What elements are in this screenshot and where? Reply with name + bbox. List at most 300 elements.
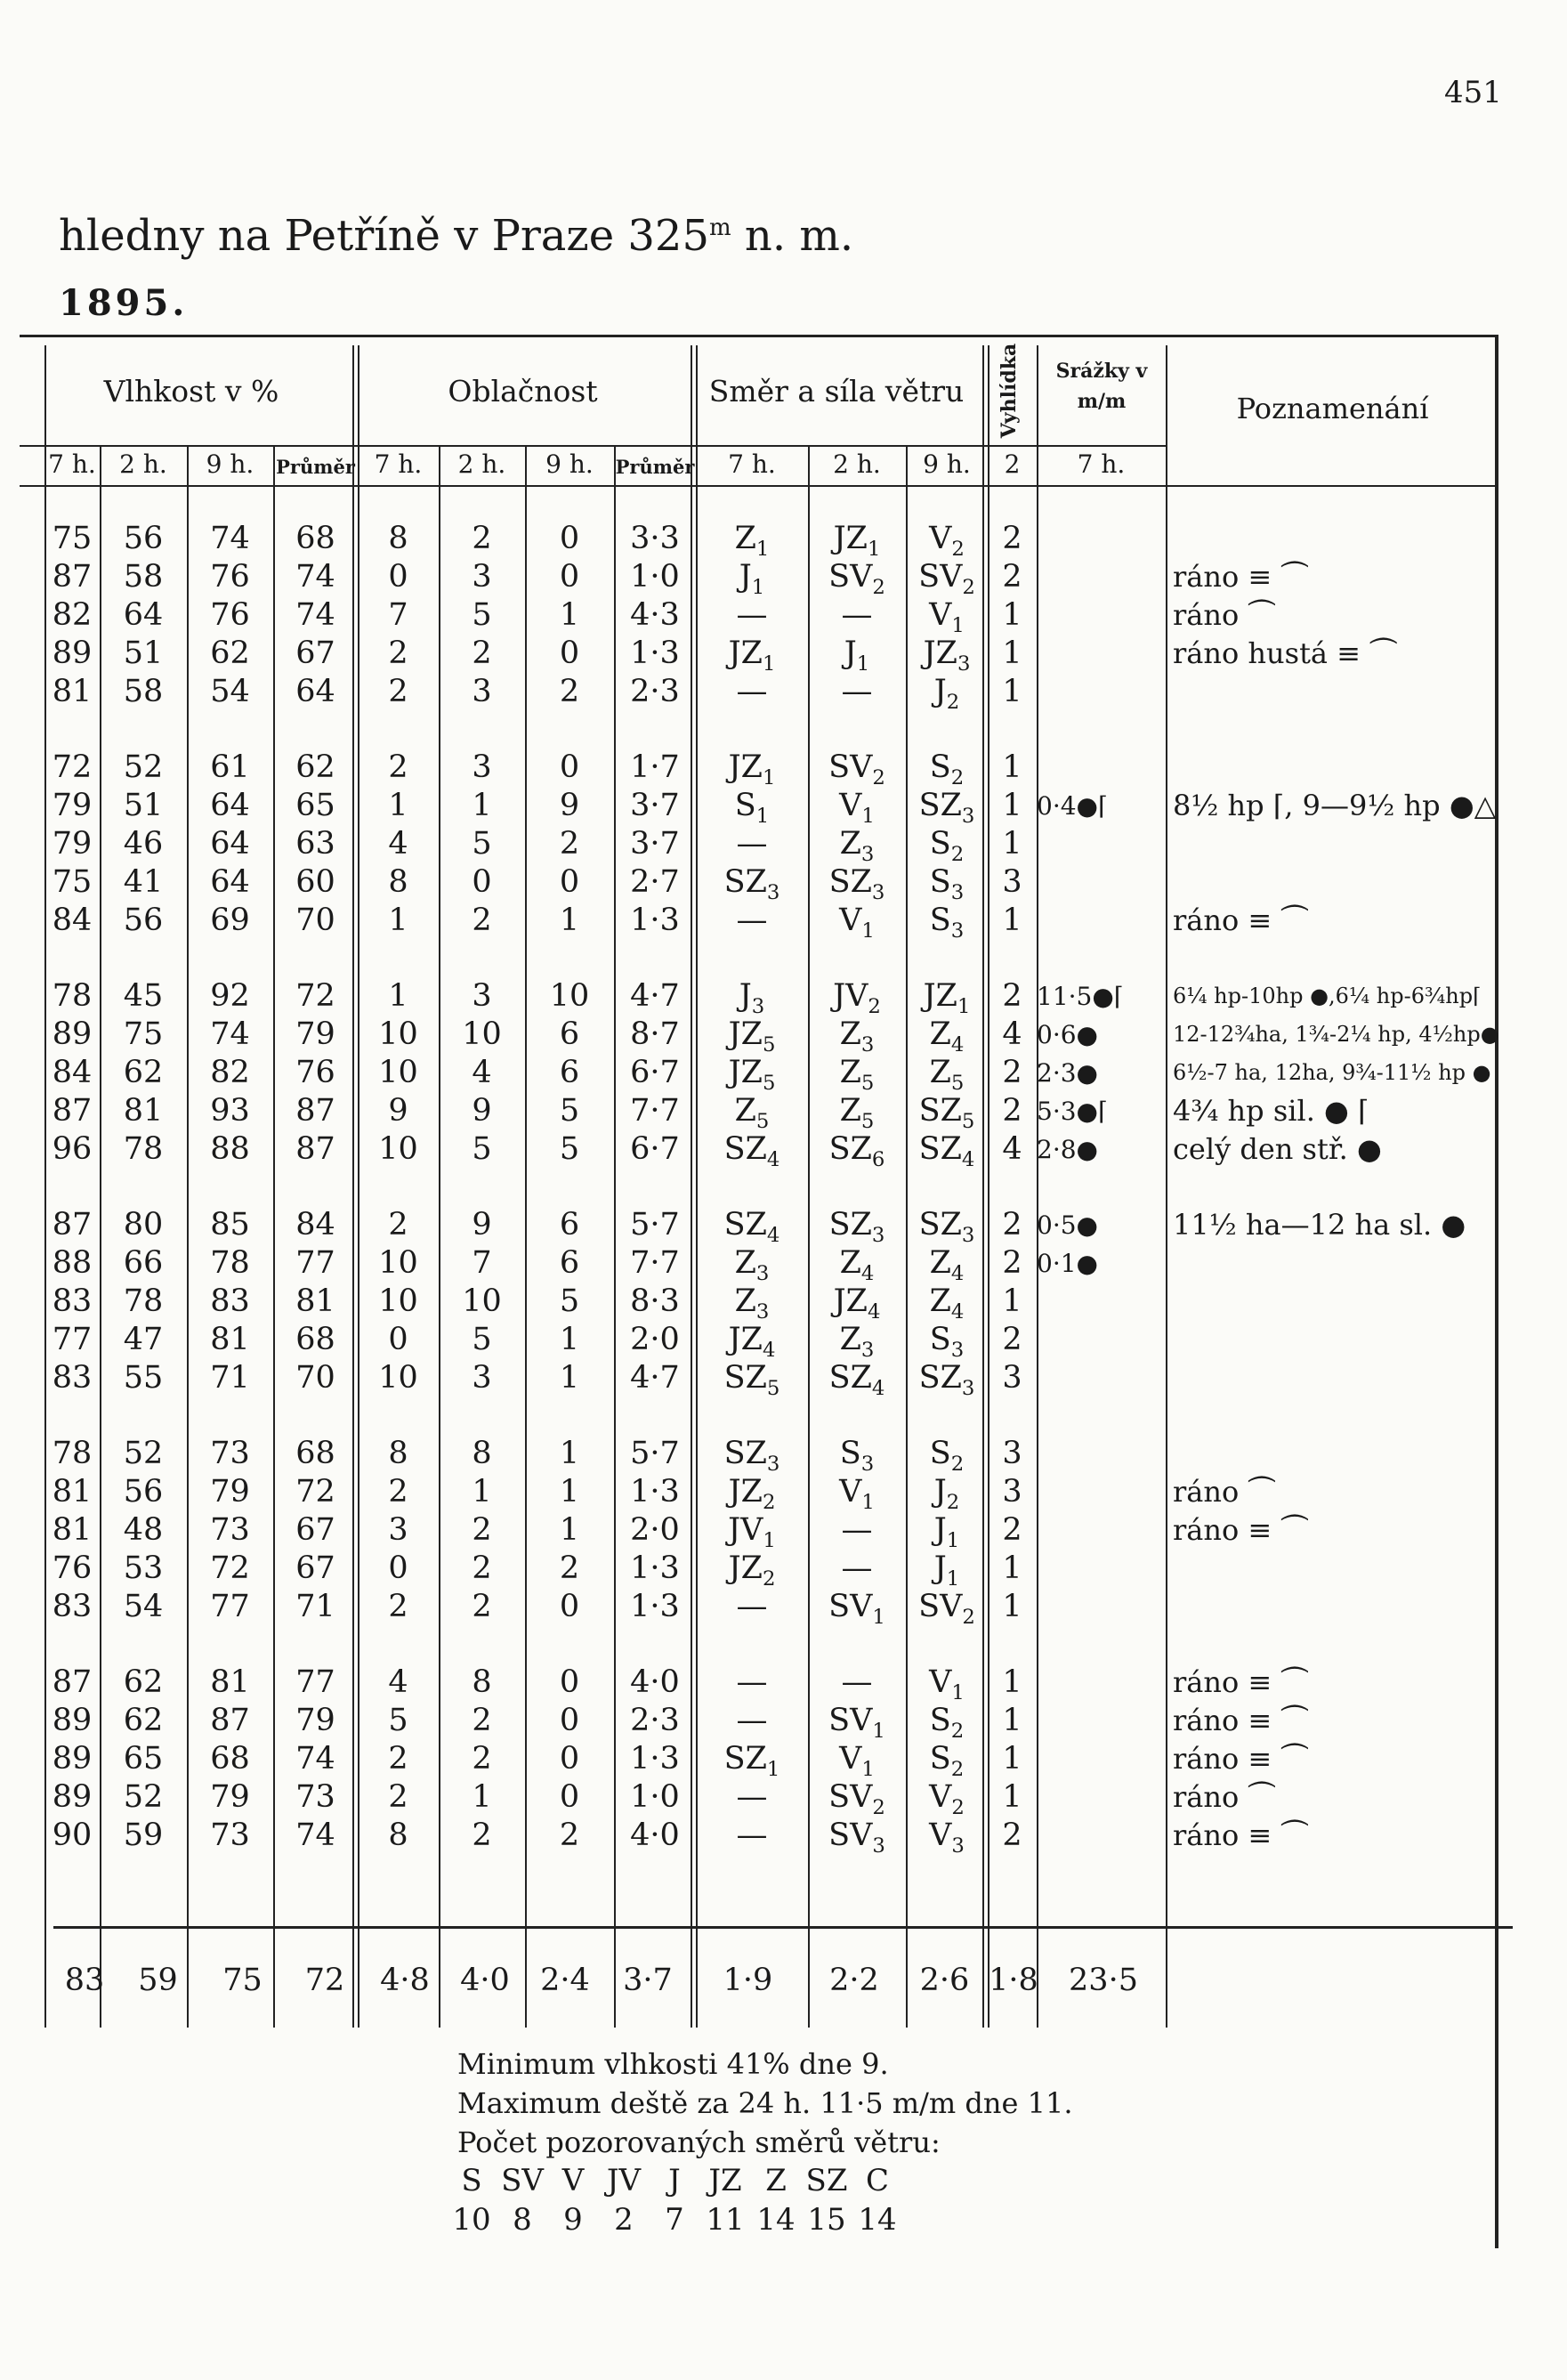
wind-cell: $Z_5$ bbox=[734, 1093, 770, 1133]
wind-cell: $J_2$ bbox=[933, 1474, 960, 1514]
value-cell: 58 bbox=[123, 559, 164, 595]
summary-cell: 4·8 bbox=[380, 1963, 430, 1998]
value-cell: 66 bbox=[123, 1245, 164, 1281]
value-cell: 1·3 bbox=[630, 1741, 680, 1777]
wind-cell: $JZ_2$ bbox=[728, 1550, 776, 1591]
value-cell: 1 bbox=[1002, 1550, 1022, 1586]
wind-cell: — bbox=[736, 1589, 768, 1624]
sub-header: 9 h. bbox=[206, 449, 254, 479]
value-cell: 2 bbox=[388, 1474, 408, 1510]
value-cell: 0 bbox=[559, 749, 580, 785]
value-cell: 3·7 bbox=[630, 788, 680, 823]
value-cell: 5 bbox=[559, 1093, 580, 1129]
value-cell: 88 bbox=[52, 1245, 93, 1281]
value-cell: 1·7 bbox=[630, 749, 680, 785]
value-cell: 0 bbox=[559, 1589, 580, 1624]
note-cell: 11½ ha—12 ha sl. ● bbox=[1173, 1208, 1466, 1242]
page-number: 451 bbox=[1444, 75, 1502, 110]
value-cell: 85 bbox=[210, 1207, 250, 1243]
value-cell: 64 bbox=[123, 597, 164, 633]
wind-cell: $SZ_3$ bbox=[723, 1436, 780, 1476]
value-cell: 1 bbox=[1002, 1283, 1022, 1319]
sub-header: 2 bbox=[1004, 449, 1021, 479]
direction-label: J bbox=[668, 2163, 681, 2198]
value-cell: 2·0 bbox=[630, 1322, 680, 1357]
value-cell: 2·7 bbox=[630, 864, 680, 900]
note-cell: 4¾ hp sil. ● ⌈ bbox=[1173, 1094, 1369, 1128]
wind-cell: $Z_4$ bbox=[929, 1283, 965, 1324]
note-cell: ráno ≡ ⏜ bbox=[1173, 1818, 1309, 1852]
wind-cell: — bbox=[736, 1664, 768, 1700]
wind-cell: $S_1$ bbox=[734, 788, 770, 828]
value-cell: 70 bbox=[295, 1360, 335, 1396]
wind-cell: $V_1$ bbox=[929, 1664, 965, 1704]
wind-cell: $SV_2$ bbox=[918, 559, 975, 599]
value-cell: 56 bbox=[123, 521, 164, 556]
header-notes: Poznamenání bbox=[1236, 392, 1429, 425]
value-cell: 2 bbox=[1002, 1207, 1022, 1243]
summary-cell: 1·9 bbox=[723, 1963, 773, 1998]
sub-header: 7 h. bbox=[728, 449, 776, 479]
wind-cell: $JZ_1$ bbox=[833, 521, 881, 561]
wind-cell: $Z_5$ bbox=[839, 1093, 875, 1133]
wind-cell: $SZ_1$ bbox=[723, 1741, 780, 1781]
value-cell: 87 bbox=[210, 1703, 250, 1738]
value-cell: 1·0 bbox=[630, 559, 680, 595]
value-cell: 9 bbox=[388, 1093, 408, 1129]
value-cell: 5 bbox=[559, 1283, 580, 1319]
note-cell: ráno ≡ ⏜ bbox=[1173, 560, 1309, 594]
wind-cell: $J_2$ bbox=[933, 674, 960, 714]
wind-cell: $SV_2$ bbox=[918, 1589, 975, 1629]
wind-cell: — bbox=[841, 1664, 873, 1700]
wind-cell: $J_1$ bbox=[739, 559, 765, 599]
value-cell: 7 bbox=[388, 597, 408, 633]
value-cell: 1 bbox=[388, 903, 408, 938]
value-cell: 52 bbox=[123, 1436, 164, 1471]
sub-header: 2 h. bbox=[119, 449, 167, 479]
summary-cell: 59 bbox=[138, 1963, 178, 1998]
value-cell: 90 bbox=[52, 1817, 93, 1853]
value-cell: 0 bbox=[559, 521, 580, 556]
value-cell: 79 bbox=[52, 826, 93, 862]
wind-cell: $JZ_5$ bbox=[728, 1055, 776, 1095]
value-cell: 8 bbox=[472, 1664, 492, 1700]
value-cell: 2·3● bbox=[1037, 1058, 1098, 1088]
value-cell: 2 bbox=[388, 1741, 408, 1777]
value-cell: 82 bbox=[52, 597, 93, 633]
value-cell: 63 bbox=[295, 826, 335, 862]
value-cell: 74 bbox=[295, 597, 335, 633]
note-cell: ráno ⏜ bbox=[1173, 1475, 1276, 1509]
value-cell: 2 bbox=[1002, 1093, 1022, 1129]
summary-cell: 1·8 bbox=[989, 1963, 1038, 1998]
value-cell: 1 bbox=[1002, 635, 1022, 671]
value-cell: 80 bbox=[123, 1207, 164, 1243]
value-cell: 96 bbox=[52, 1131, 93, 1167]
value-cell: 59 bbox=[123, 1817, 164, 1853]
header-bottom-rule bbox=[20, 485, 1497, 487]
value-cell: 41 bbox=[123, 864, 164, 900]
value-cell: 3 bbox=[1002, 1360, 1022, 1396]
value-cell: 51 bbox=[123, 788, 164, 823]
wind-cell: $SV_2$ bbox=[828, 559, 885, 599]
value-cell: 4·7 bbox=[630, 1360, 680, 1396]
wind-cell: $S_2$ bbox=[929, 749, 965, 789]
value-cell: 10 bbox=[378, 1055, 418, 1090]
value-cell: 2 bbox=[1002, 1512, 1022, 1548]
wind-cell: $Z_3$ bbox=[839, 1322, 875, 1362]
value-cell: 4 bbox=[1002, 1131, 1022, 1167]
wind-cell: $Z_4$ bbox=[839, 1245, 875, 1285]
value-cell: 4·0 bbox=[630, 1817, 680, 1853]
value-cell: 1 bbox=[1002, 826, 1022, 862]
value-cell: 0 bbox=[559, 1779, 580, 1815]
value-cell: 6 bbox=[559, 1245, 580, 1281]
value-cell: 81 bbox=[52, 674, 93, 709]
value-cell: 4 bbox=[472, 1055, 492, 1090]
right-border bbox=[1495, 335, 1498, 2248]
sub-header: 7 h. bbox=[374, 449, 423, 479]
value-cell: 2 bbox=[559, 1550, 580, 1586]
summary-cell: 75 bbox=[222, 1963, 263, 1998]
value-cell: 2 bbox=[559, 1817, 580, 1853]
value-cell: 1 bbox=[1002, 1779, 1022, 1815]
value-cell: 73 bbox=[210, 1436, 250, 1471]
title-unit: m bbox=[709, 215, 731, 241]
value-cell: 3 bbox=[472, 559, 492, 595]
value-cell: 84 bbox=[52, 1055, 93, 1090]
value-cell: 0 bbox=[388, 559, 408, 595]
wind-cell: $S_3$ bbox=[929, 864, 965, 904]
value-cell: 0 bbox=[559, 1664, 580, 1700]
value-cell: 10 bbox=[378, 1016, 418, 1052]
page-title bbox=[59, 211, 853, 261]
value-cell: 2 bbox=[1002, 1245, 1022, 1281]
value-cell: 10 bbox=[378, 1131, 418, 1167]
value-cell: 74 bbox=[210, 521, 250, 556]
value-cell: 10 bbox=[462, 1016, 502, 1052]
value-cell: 78 bbox=[123, 1131, 164, 1167]
value-cell: 1 bbox=[388, 978, 408, 1014]
footer-min-humidity: Minimum vlhkosti 41% dne 9. bbox=[457, 2047, 889, 2081]
value-cell: 54 bbox=[210, 674, 250, 709]
value-cell: 51 bbox=[123, 635, 164, 671]
value-cell: 1 bbox=[1002, 1703, 1022, 1738]
value-cell: 87 bbox=[295, 1131, 335, 1167]
direction-count: 11 bbox=[706, 2202, 745, 2238]
wind-cell: $V_2$ bbox=[929, 1779, 965, 1819]
value-cell: 67 bbox=[295, 635, 335, 671]
wind-cell: $Z_3$ bbox=[734, 1245, 770, 1285]
value-cell: 1 bbox=[472, 1779, 492, 1815]
wind-cell: $S_3$ bbox=[839, 1436, 875, 1476]
wind-cell: $V_1$ bbox=[929, 597, 965, 637]
value-cell: 84 bbox=[52, 903, 93, 938]
wind-cell: $SZ_4$ bbox=[723, 1131, 780, 1171]
value-cell: 2 bbox=[1002, 978, 1022, 1014]
value-cell: 4 bbox=[1002, 1016, 1022, 1052]
value-cell: 77 bbox=[210, 1589, 250, 1624]
sub-header: 2 h. bbox=[457, 449, 506, 479]
wind-cell: $SV_2$ bbox=[828, 1779, 885, 1819]
value-cell: 5 bbox=[388, 1703, 408, 1738]
value-cell: 68 bbox=[295, 521, 335, 556]
summary-cell: 2·2 bbox=[829, 1963, 879, 1998]
wind-cell: $SV_2$ bbox=[828, 749, 885, 789]
value-cell: 8·3 bbox=[630, 1283, 680, 1319]
value-cell: 83 bbox=[210, 1283, 250, 1319]
value-cell: 2 bbox=[1002, 1055, 1022, 1090]
direction-count: 2 bbox=[614, 2202, 634, 2238]
direction-label: JV bbox=[606, 2163, 642, 2198]
value-cell: 71 bbox=[295, 1589, 335, 1624]
value-cell: 2 bbox=[472, 1512, 492, 1548]
value-cell: 1 bbox=[559, 1474, 580, 1510]
note-cell: ráno ⏜ bbox=[1173, 1780, 1276, 1814]
direction-count: 14 bbox=[858, 2202, 897, 2238]
wind-cell: $J_1$ bbox=[933, 1512, 960, 1552]
value-cell: 75 bbox=[52, 521, 93, 556]
value-cell: 2 bbox=[559, 674, 580, 709]
value-cell: 5·3●⌈ bbox=[1037, 1097, 1108, 1126]
value-cell: 87 bbox=[52, 1093, 93, 1129]
value-cell: 3·7 bbox=[630, 826, 680, 862]
value-cell: 6·7 bbox=[630, 1131, 680, 1167]
value-cell: 89 bbox=[52, 1779, 93, 1815]
value-cell: 2·3 bbox=[630, 674, 680, 709]
note-cell: ráno ≡ ⏜ bbox=[1173, 903, 1309, 937]
value-cell: 73 bbox=[210, 1817, 250, 1853]
value-cell: 1·3 bbox=[630, 1550, 680, 1586]
wind-cell: $J_1$ bbox=[933, 1550, 960, 1591]
column-rule bbox=[1037, 345, 1038, 2028]
note-cell: celý den stř. ● bbox=[1173, 1132, 1382, 1166]
value-cell: 1 bbox=[1002, 749, 1022, 785]
value-cell: 61 bbox=[210, 749, 250, 785]
value-cell: 1·3 bbox=[630, 1474, 680, 1510]
value-cell: 83 bbox=[52, 1360, 93, 1396]
value-cell: 2 bbox=[388, 635, 408, 671]
value-cell: 73 bbox=[210, 1512, 250, 1548]
note-cell: ráno ≡ ⏜ bbox=[1173, 1665, 1309, 1699]
wind-cell: — bbox=[841, 1512, 873, 1548]
value-cell: 71 bbox=[210, 1360, 250, 1396]
header-precip: Srážky v m/m bbox=[1055, 360, 1148, 413]
value-cell: 0 bbox=[388, 1550, 408, 1586]
value-cell: 2 bbox=[472, 1741, 492, 1777]
value-cell: 60 bbox=[295, 864, 335, 900]
summary-cell: 4·0 bbox=[460, 1963, 510, 1998]
direction-label: SZ bbox=[805, 2163, 848, 2198]
value-cell: 52 bbox=[123, 749, 164, 785]
value-cell: 1 bbox=[1002, 1589, 1022, 1624]
value-cell: 2 bbox=[472, 903, 492, 938]
value-cell: 62 bbox=[295, 749, 335, 785]
sub-header: Průměr bbox=[615, 456, 695, 478]
value-cell: 3 bbox=[1002, 1474, 1022, 1510]
column-rule bbox=[1166, 345, 1167, 2028]
value-cell: 8 bbox=[388, 1817, 408, 1853]
value-cell: 88 bbox=[210, 1131, 250, 1167]
value-cell: 78 bbox=[52, 978, 93, 1014]
value-cell: 75 bbox=[52, 864, 93, 900]
wind-cell: $S_2$ bbox=[929, 1436, 965, 1476]
value-cell: 2 bbox=[472, 1550, 492, 1586]
value-cell: 77 bbox=[295, 1245, 335, 1281]
wind-cell: $Z_4$ bbox=[929, 1245, 965, 1285]
footer-wind-count-title: Počet pozorovaných směrů větru: bbox=[457, 2125, 941, 2159]
value-cell: 68 bbox=[210, 1741, 250, 1777]
value-cell: 3 bbox=[472, 674, 492, 709]
value-cell: 5 bbox=[472, 597, 492, 633]
value-cell: 1 bbox=[1002, 1741, 1022, 1777]
value-cell: 2 bbox=[472, 1703, 492, 1738]
value-cell: 77 bbox=[295, 1664, 335, 1700]
value-cell: 1 bbox=[1002, 1664, 1022, 1700]
value-cell: 2 bbox=[388, 1589, 408, 1624]
wind-cell: $S_3$ bbox=[929, 1322, 965, 1362]
value-cell: 65 bbox=[123, 1741, 164, 1777]
wind-cell: — bbox=[841, 674, 873, 709]
header-visibility: Vyhlídka bbox=[998, 343, 1021, 439]
wind-cell: $JZ_3$ bbox=[923, 635, 971, 676]
value-cell: 4·7 bbox=[630, 978, 680, 1014]
value-cell: 4 bbox=[388, 1664, 408, 1700]
value-cell: 76 bbox=[295, 1055, 335, 1090]
value-cell: 2 bbox=[388, 674, 408, 709]
sub-header: Průměr bbox=[276, 456, 355, 478]
value-cell: 9 bbox=[559, 788, 580, 823]
value-cell: 89 bbox=[52, 1016, 93, 1052]
note-cell: ráno ≡ ⏜ bbox=[1173, 1742, 1309, 1776]
wind-cell: $S_2$ bbox=[929, 826, 965, 866]
value-cell: 64 bbox=[295, 674, 335, 709]
value-cell: 0 bbox=[388, 1322, 408, 1357]
wind-cell: $Z_3$ bbox=[734, 1283, 770, 1324]
value-cell: 67 bbox=[295, 1550, 335, 1586]
value-cell: 70 bbox=[295, 903, 335, 938]
value-cell: 1 bbox=[559, 1436, 580, 1471]
wind-cell: $SZ_3$ bbox=[918, 1360, 975, 1400]
value-cell: 81 bbox=[52, 1512, 93, 1548]
value-cell: 73 bbox=[295, 1779, 335, 1815]
value-cell: 10 bbox=[378, 1360, 418, 1396]
value-cell: 2·0 bbox=[630, 1512, 680, 1548]
value-cell: 87 bbox=[52, 1664, 93, 1700]
wind-cell: $JZ_1$ bbox=[728, 749, 776, 789]
value-cell: 0 bbox=[559, 1703, 580, 1738]
value-cell: 52 bbox=[123, 1779, 164, 1815]
wind-cell: $S_2$ bbox=[929, 1703, 965, 1743]
value-cell: 92 bbox=[210, 978, 250, 1014]
value-cell: 9 bbox=[472, 1093, 492, 1129]
value-cell: 77 bbox=[52, 1322, 93, 1357]
value-cell: 69 bbox=[210, 903, 250, 938]
direction-count: 9 bbox=[563, 2202, 583, 2238]
value-cell: 81 bbox=[52, 1474, 93, 1510]
sub-header: 7 h. bbox=[48, 449, 96, 479]
value-cell: 8 bbox=[388, 1436, 408, 1471]
value-cell: 5 bbox=[472, 1131, 492, 1167]
value-cell: 11·5●⌈ bbox=[1037, 982, 1124, 1011]
value-cell: 1·3 bbox=[630, 1589, 680, 1624]
value-cell: 64 bbox=[210, 788, 250, 823]
wind-cell: $Z_4$ bbox=[929, 1016, 965, 1056]
wind-cell: $V_2$ bbox=[929, 521, 965, 561]
wind-cell: $SV_3$ bbox=[828, 1817, 885, 1858]
value-cell: 4·3 bbox=[630, 597, 680, 633]
sub-header: 9 h. bbox=[923, 449, 971, 479]
wind-cell: $SV_1$ bbox=[828, 1703, 885, 1743]
value-cell: 3 bbox=[388, 1512, 408, 1548]
value-cell: 2 bbox=[1002, 559, 1022, 595]
value-cell: 0·6● bbox=[1037, 1020, 1098, 1049]
wind-cell: $V_3$ bbox=[929, 1817, 965, 1858]
value-cell: 78 bbox=[210, 1245, 250, 1281]
summary-cell: 2·6 bbox=[919, 1963, 970, 1998]
value-cell: 1 bbox=[472, 1474, 492, 1510]
value-cell: 75 bbox=[123, 1016, 164, 1052]
direction-count: 7 bbox=[665, 2202, 684, 2238]
title-text: hledny na Petříně v Praze 325 bbox=[59, 211, 709, 261]
value-cell: 58 bbox=[123, 674, 164, 709]
wind-cell: $Z_5$ bbox=[929, 1055, 965, 1095]
wind-cell: — bbox=[736, 597, 768, 633]
value-cell: 45 bbox=[123, 978, 164, 1014]
note-cell: 12-12¾ha, 1¾-2¼ hp, 4½hp● bbox=[1173, 1022, 1499, 1047]
value-cell: 76 bbox=[210, 559, 250, 595]
value-cell: 0·1● bbox=[1037, 1249, 1098, 1278]
direction-label: V bbox=[561, 2163, 585, 2198]
value-cell: 10 bbox=[549, 978, 590, 1014]
wind-cell: — bbox=[736, 1779, 768, 1815]
value-cell: 53 bbox=[123, 1550, 164, 1586]
wind-cell: $SZ_6$ bbox=[828, 1131, 885, 1171]
value-cell: 78 bbox=[52, 1436, 93, 1471]
wind-cell: $SZ_3$ bbox=[918, 788, 975, 828]
value-cell: 5·7 bbox=[630, 1207, 680, 1243]
value-cell: 65 bbox=[295, 788, 335, 823]
wind-cell: — bbox=[841, 1550, 873, 1586]
wind-cell: $Z_3$ bbox=[839, 826, 875, 866]
value-cell: 72 bbox=[295, 978, 335, 1014]
wind-cell: $JZ_2$ bbox=[728, 1474, 776, 1514]
value-cell: 0·5● bbox=[1037, 1210, 1098, 1240]
value-cell: 87 bbox=[295, 1093, 335, 1129]
value-cell: 79 bbox=[210, 1474, 250, 1510]
value-cell: 74 bbox=[295, 559, 335, 595]
wind-cell: $SZ_4$ bbox=[723, 1207, 780, 1247]
wind-cell: $SZ_4$ bbox=[918, 1131, 975, 1171]
note-cell: 6¼ hp-10hp ●,6¼ hp-6¾hp⌈ bbox=[1173, 984, 1482, 1008]
value-cell: 8·7 bbox=[630, 1016, 680, 1052]
direction-label: C bbox=[865, 2163, 889, 2198]
wind-cell: $SZ_5$ bbox=[723, 1360, 780, 1400]
value-cell: 62 bbox=[123, 1703, 164, 1738]
table-top-rule bbox=[20, 335, 1497, 337]
value-cell: 3 bbox=[472, 1360, 492, 1396]
value-cell: 64 bbox=[210, 864, 250, 900]
wind-cell: — bbox=[736, 674, 768, 709]
value-cell: 68 bbox=[295, 1322, 335, 1357]
value-cell: 47 bbox=[123, 1322, 164, 1357]
value-cell: 72 bbox=[295, 1474, 335, 1510]
wind-cell: $Z_1$ bbox=[734, 521, 770, 561]
wind-cell: $J_3$ bbox=[739, 978, 765, 1018]
wind-cell: $SZ_3$ bbox=[723, 864, 780, 904]
value-cell: 1 bbox=[559, 1322, 580, 1357]
